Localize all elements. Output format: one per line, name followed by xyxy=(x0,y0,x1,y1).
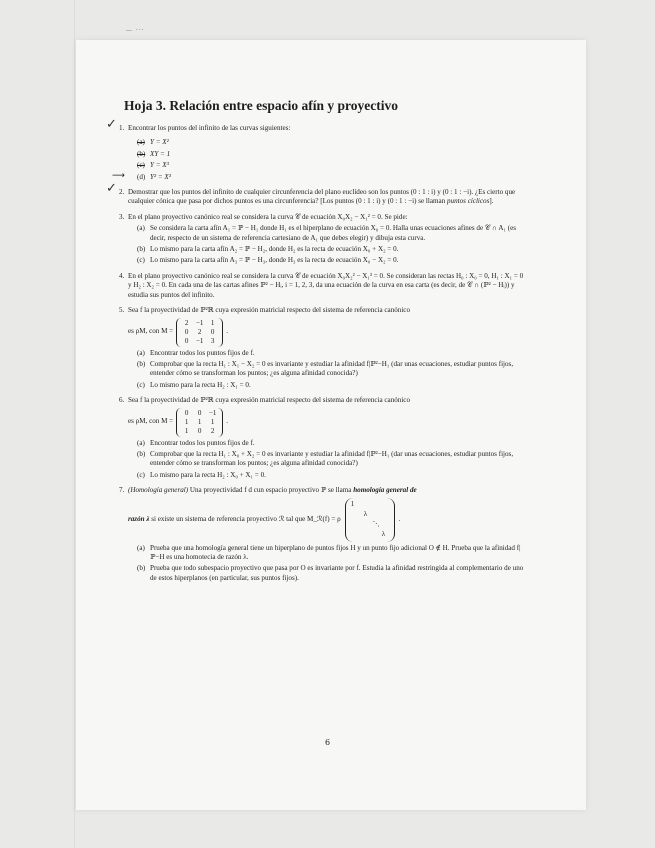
problem-text: Encontrar los puntos del infinito de las curvas siguientes: xyxy=(128,124,291,132)
matrix-entry: 0 xyxy=(184,327,189,336)
page-number: 6 xyxy=(325,738,331,747)
matrix-m xyxy=(176,318,223,347)
subitem-a xyxy=(137,138,524,147)
exercise-content xyxy=(106,98,524,589)
subitem-text: Y = X³ xyxy=(150,161,169,170)
problem-text-2: si existe un sistema de referencia proyectivo ℛ tal que M_ℛ(f) = ρ xyxy=(151,514,341,523)
subitem-label: (b) xyxy=(137,149,146,158)
subitem-label: (a) xyxy=(137,224,145,233)
matrix-entry: λ xyxy=(363,509,368,518)
matrix-entry: 2 xyxy=(197,327,202,336)
top-pencil-mark: — ·⁠·⁠· xyxy=(126,27,145,34)
subitem-text: Se considera la carta afín A₁ = ℙ − H₁ donde H₁ es el hiperplano de ecuación X₀ = 0. Halla unas ecuaciones afines de 𝒞 ∩ A₁ (es decir, respecto de un sistema de referencia cartesiano de A₁ que debes elegir) y dibuja esta curva. xyxy=(150,224,516,242)
problem-heading: (Homología general) xyxy=(128,486,189,495)
matrix-entry: 1 xyxy=(184,417,189,426)
problem-5 xyxy=(119,306,524,390)
subitem-text: Prueba que una homología general tiene un hiperplano de puntos fijos H y un punto fijo adicional O ∉ H. Prueba que la afinidad f|ℙ−H es una homotecia de razón λ. xyxy=(150,543,521,561)
problem-3 xyxy=(119,212,524,266)
matrix-entry: 1 xyxy=(210,417,215,426)
problem-text: Sea f la proyectividad de ℙ²ℝ cuya expresión matricial respecto del sistema de referencia canónico xyxy=(128,396,411,405)
subitem-b xyxy=(137,149,524,159)
problem-number: 4. xyxy=(119,271,125,280)
subitem-c xyxy=(137,161,524,170)
matrix-entry: 0 xyxy=(210,327,215,336)
matrix-entry: −1 xyxy=(195,336,204,345)
subitem-text: Lo mismo para la recta H₂ : X₀ + X₁ = 0. xyxy=(150,470,266,479)
subitem-label: (a) xyxy=(137,138,145,147)
subitem-label: (d) xyxy=(137,172,146,181)
paper-sheet xyxy=(76,40,586,810)
problem-7 xyxy=(119,486,524,583)
checkmark-icon: ✓ xyxy=(106,181,117,197)
matrix-m xyxy=(176,408,223,437)
subitem-b xyxy=(137,245,524,254)
subitem-a xyxy=(137,224,524,243)
subitem-text: Y = X² xyxy=(150,138,169,147)
problem-number: 6. xyxy=(119,396,125,405)
subitem-a xyxy=(137,348,524,358)
subitem-text: Encontrar todos los puntos fijos de f. xyxy=(150,438,255,447)
subitem-c xyxy=(137,380,524,390)
matrix-entry: 3 xyxy=(210,336,215,345)
subitem-b xyxy=(137,359,524,379)
problem-6 xyxy=(119,396,524,480)
matrix-entry: 2 xyxy=(210,426,215,435)
matrix-entry: 1 xyxy=(210,318,215,327)
matrix-entry: 2 xyxy=(184,318,189,327)
subitem-c xyxy=(137,256,524,265)
matrix-entry: −1 xyxy=(208,408,217,417)
subitem-c xyxy=(137,470,524,480)
problem-2 xyxy=(106,181,524,207)
diagonal-matrix xyxy=(345,498,395,542)
subitem-label: (c) xyxy=(137,161,145,170)
subitem-text: Lo mismo para la carta afín A₃ = ℙ − H₃, donde H₃ es la recta de ecuación X₀ − X₂ = 0. xyxy=(150,256,399,265)
sheet-title: Hoja 3. Relación entre espacio afín y proyectivo xyxy=(124,98,398,113)
problem-number: 7. xyxy=(119,486,125,495)
problem-emphasis-2: razón λ xyxy=(128,514,150,523)
matrix-entry: ⋱ xyxy=(372,519,380,528)
problem-text: En el plano proyectivo canónico real se considera la curva 𝒞 de ecuación X₀X₂² − X₁³ = 0. Se consideran las rectas H₀ : X₀ = 0, H₁ : X₁ = 0 y H₂ : X₂ = 0. En cada una de las cartas afines ℙ² − Hᵢ, i = 1, 2, 3, da una ecuación de la curva en esa carta (es decir, de 𝒞 ∩ (ℙ² − Hᵢ)) y estudia sus puntos del infinito. xyxy=(128,271,524,299)
subitem-label: (a) xyxy=(137,348,145,357)
subitem-text: Lo mismo para la recta H₂ : X₁ = 0. xyxy=(150,380,251,389)
matrix-lead: es ρM, con M = xyxy=(128,417,174,426)
matrix-entry: 0 xyxy=(184,336,189,345)
subitem-label: (b) xyxy=(137,564,146,573)
problem-number: 3. xyxy=(119,212,125,221)
subitem-text: Comprobar que la recta H₁ : X₀ + X₂ = 0 es invariante y estudiar la afinidad f|ℙ²−H₁ (dar unas ecuaciones, estudiar puntos fijos, entender cómo se transforman los puntos; ¿es alguna afinidad conocida?) xyxy=(150,449,514,468)
subitem-label: (c) xyxy=(137,470,145,479)
problem-1 xyxy=(106,117,524,182)
problem-emphasis: puntos cíclicos xyxy=(447,197,490,206)
subitem-a xyxy=(137,543,524,563)
subitem-d xyxy=(112,170,524,182)
matrix-row xyxy=(128,318,524,347)
matrix-entry: 0 xyxy=(197,408,202,417)
matrix-entry: 0 xyxy=(197,426,202,435)
matrix-entry: 1 xyxy=(350,499,355,508)
problem-4 xyxy=(119,271,524,300)
problem-text: En el plano proyectivo canónico real se considera la curva 𝒞 de ecuación X₀X₂ − X₁² = 0. Se pide: xyxy=(128,212,408,221)
period: . xyxy=(398,514,401,523)
problem-number: 2. xyxy=(119,188,125,197)
matrix-lead: es ρM, con M = xyxy=(128,327,174,336)
subitem-label: (c) xyxy=(137,380,145,389)
problem-number: 5. xyxy=(119,306,125,315)
problem-text-end: ]. xyxy=(489,197,494,206)
subitem-text: Y² = X³ xyxy=(150,172,171,181)
matrix-entry: 0 xyxy=(184,408,189,417)
period: . xyxy=(226,417,228,426)
period: . xyxy=(226,327,228,336)
subitem-b xyxy=(137,449,524,469)
subitem-text: XY = 1 xyxy=(150,149,171,158)
problem-number: 1. xyxy=(119,124,125,132)
matrix-entry: λ xyxy=(381,529,386,538)
checkmark-icon: ✓ xyxy=(106,117,117,132)
problem-text: Una proyectividad f d cun espacio proyectivo ℙ se llama xyxy=(189,486,352,495)
matrix-row xyxy=(128,408,524,437)
matrix-entry: 1 xyxy=(197,417,202,426)
subitem-text: Prueba que todo subespacio proyectivo que pasa por O es invariante por f. Estudia la afinidad restringida al complementario de uno de estos hiperplanos (en particular, sus puntos fijos). xyxy=(150,564,524,582)
subitem-b xyxy=(137,564,524,583)
scan-edge xyxy=(74,0,75,848)
problem-text: Sea f la proyectividad de ℙ²ℝ cuya expresión matricial respecto del sistema de referencia canónico xyxy=(128,306,411,315)
subitem-a xyxy=(137,438,524,448)
subitem-label: (c) xyxy=(137,256,145,265)
subitem-text: Comprobar que la recta H₁ : X₁ − X₂ = 0 es invariante y estudiar la afinidad f|ℙ²−H₁ (dar unas ecuaciones, estudiar puntos fijos, entender cómo se transforman los puntos; ¿es alguna afinidad conocida?) xyxy=(150,359,514,378)
matrix-entry: −1 xyxy=(195,318,204,327)
subitem-text: Lo mismo para la carta afín A₂ = ℙ − H₂, donde H₂ es la recta de ecuación X₀ + X₂ = 0. xyxy=(150,245,399,254)
subitem-text: Encontrar todos los puntos fijos de f. xyxy=(150,348,255,357)
subitem-label: (b) xyxy=(137,359,146,368)
matrix-row xyxy=(128,498,524,542)
subitem-label: (b) xyxy=(137,245,146,254)
subitem-label: (b) xyxy=(137,449,146,458)
problem-emphasis: homología general de xyxy=(353,486,417,495)
subitem-label: (a) xyxy=(137,543,145,552)
subitem-label: (a) xyxy=(137,438,145,447)
matrix-entry: 1 xyxy=(184,426,189,435)
problem-text: Demostrar que los puntos del infinito de cualquier circunferencia del plano euclídeo son los puntos (0 : 1 : i) y (0 : 1 : −i). ¿Es cierto que cualquier cónica que pasa por dichos puntos es una circunferencia? [Los puntos (0 : 1 : i) y (0 : 1 : −i) se llaman xyxy=(128,188,516,206)
arrow-right-icon: ⟶ xyxy=(112,170,125,181)
